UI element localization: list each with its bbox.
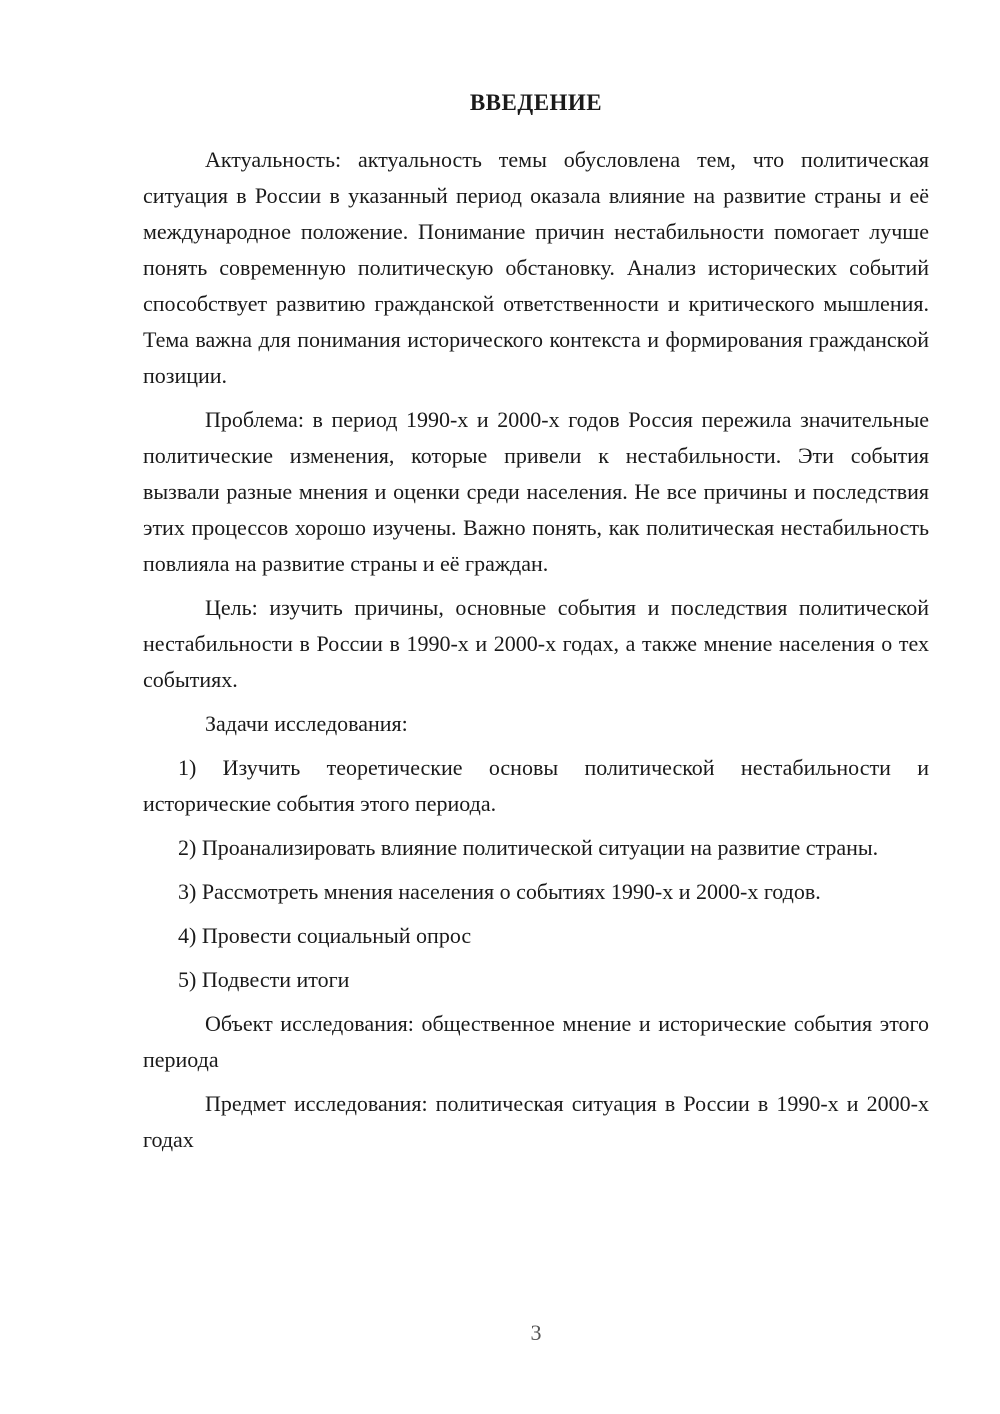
tasks-heading: Задачи исследования: (205, 711, 408, 736)
subject-paragraph: Предмет исследования: политическая ситуация в России в 1990-х и 2000-х годах (143, 1091, 929, 1152)
task-item-5: 5) Подвести итоги (178, 967, 350, 992)
task-item-1: 1) Изучить теоретические основы политической нестабильности и исторические события этого периода. (143, 755, 929, 816)
task-item-3: 3) Рассмотреть мнения населения о событиях 1990-х и 2000-х годов. (178, 879, 821, 904)
task-item-2: 2) Проанализировать влияние политической ситуации на развитие страны. (178, 835, 879, 860)
problem-paragraph: Проблема: в период 1990-х и 2000-х годов Россия пережила значительные политические изменения, которые привели к нестабильности. Эти события вызвали разные мнения и оценки среди населения. Не все причины и последствия этих процессов хорошо изучены. Важно понять, как политическая нестабильность повлияла на развитие страны и её граждан. (143, 407, 929, 576)
actuality-paragraph: Актуальность: актуальность темы обусловлена тем, что политическая ситуация в России в указанный период оказала влияние на развитие страны и её международное положение. Понимание причин нестабильности помогает лучше понять современную политическую обстановку. Анализ исторических событий способствует развитию гражданской ответственности и критического мышления. Тема важна для понимания исторического контекста и формирования гражданской позиции. (143, 147, 929, 388)
object-paragraph: Объект исследования: общественное мнение и исторические события этого периода (143, 1011, 929, 1072)
page-title: ВВЕДЕНИЕ (469, 90, 603, 115)
task-item-4: 4) Провести социальный опрос (178, 923, 472, 948)
goal-paragraph: Цель: изучить причины, основные события и последствия политической нестабильности в России в 1990-х и 2000-х годах, а также мнение населения о тех событиях. (143, 595, 929, 692)
page-number: 3 (530, 1320, 542, 1345)
